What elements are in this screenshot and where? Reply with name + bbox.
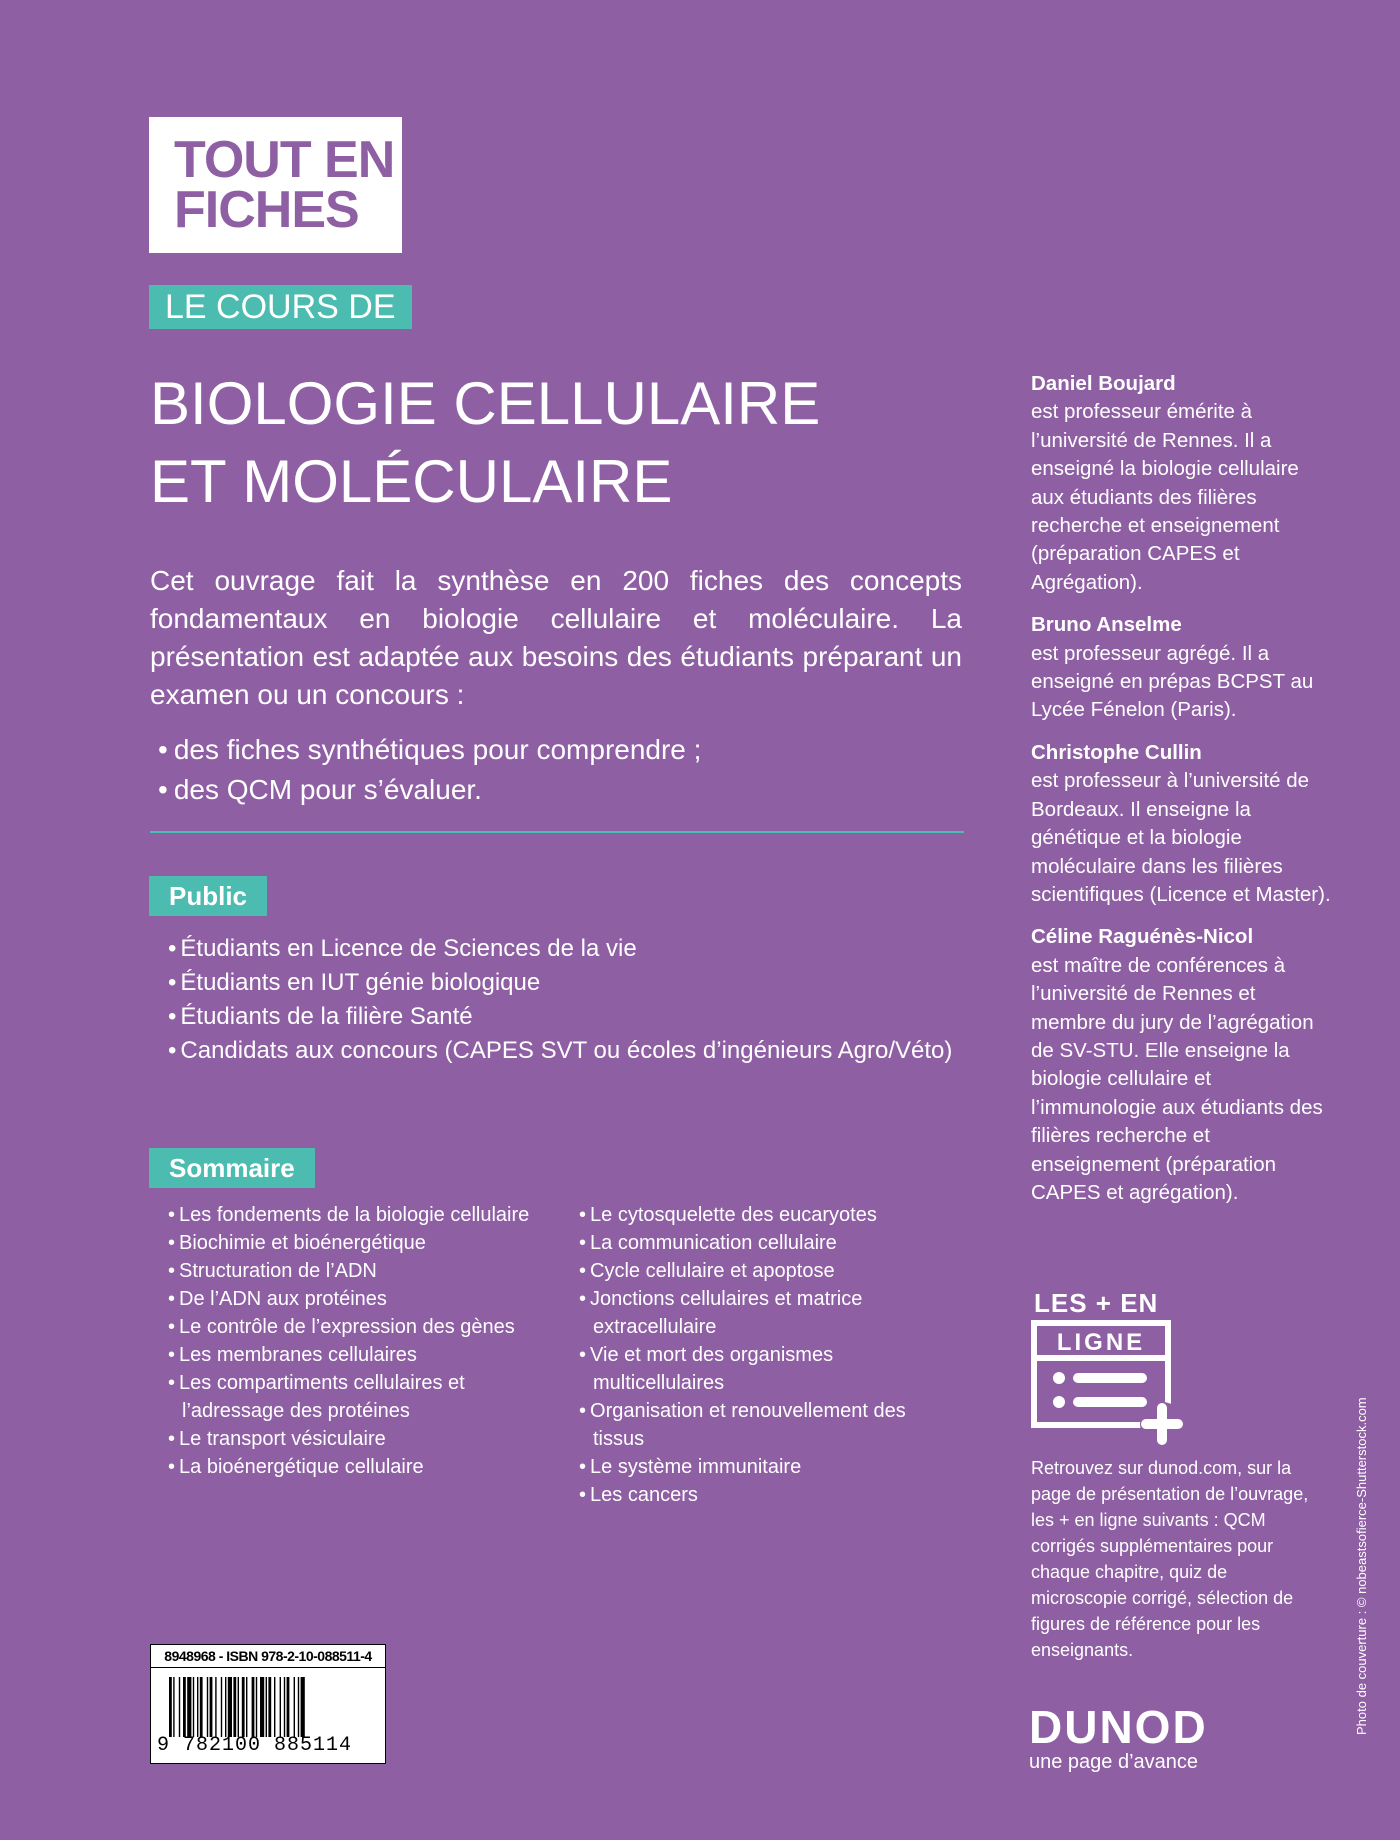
barcode-bar bbox=[298, 1677, 299, 1737]
online-resources-text: Retrouvez sur dunod.com, sur la page de présentation de l’ouvrage, les + en ligne suivants : QCM corrigés supplémentaires pour chaque chapitre, quiz de microscopie corrigé, sélection de figures de référence pour les enseignants. bbox=[1031, 1458, 1309, 1660]
barcode-bar bbox=[200, 1677, 203, 1737]
author-bio: est professeur à l’université de Bordeaux. Il enseigne la génétique et la biologie moléculaire dans les filières scientifiques (Licence et Master). bbox=[1031, 769, 1331, 906]
public-item: • Candidats aux concours (CAPES SVT ou écoles d’ingénieurs Agro/Véto) bbox=[168, 1034, 963, 1068]
sommaire-item: • Le transport vésiculaire bbox=[168, 1425, 548, 1453]
author-bio: est professeur agrégé. Il a enseigné en prépas BCPST au Lycée Fénelon (Paris). bbox=[1031, 641, 1314, 722]
author-name: Daniel Boujard bbox=[1031, 372, 1176, 395]
section-divider bbox=[150, 831, 964, 833]
barcode-bar bbox=[228, 1677, 232, 1737]
isbn-barcode bbox=[150, 1644, 386, 1764]
sommaire-item: • La communication cellulaire bbox=[579, 1229, 959, 1257]
feature-item: • des QCM pour s’évaluer. bbox=[158, 770, 958, 810]
sommaire-item: • De l’ADN aux protéines bbox=[168, 1285, 548, 1313]
barcode-bar bbox=[301, 1677, 305, 1737]
sommaire-column-1 bbox=[168, 1201, 548, 1481]
barcode-bar bbox=[197, 1677, 198, 1737]
barcode-bar bbox=[294, 1677, 295, 1737]
author-block bbox=[1031, 739, 1331, 909]
features-list bbox=[158, 730, 958, 810]
author-block bbox=[1031, 923, 1331, 1207]
isbn-digits: 9 782100 885114 bbox=[157, 1734, 353, 1757]
sommaire-item: • Le contrôle de l’expression des gènes bbox=[168, 1313, 548, 1341]
barcode-bar bbox=[183, 1677, 186, 1737]
barcode-bar bbox=[169, 1677, 172, 1737]
barcode-bar bbox=[173, 1677, 174, 1737]
barcode-bar bbox=[179, 1677, 180, 1737]
author-bio: est maître de conférences à l’université de Rennes et membre du jury de l’agrégation de SV-STU. Elle enseigne la biologie cellulaire et l’immunologie aux étudiants des filières recherche et enseignement (préparation CAPES et agrégation). bbox=[1031, 953, 1323, 1204]
public-item: • Étudiants en Licence de Sciences de la vie bbox=[168, 932, 963, 966]
sommaire-item: • Vie et mort des organismes multicellulaires bbox=[579, 1341, 959, 1397]
online-icon-line bbox=[1073, 1397, 1147, 1407]
sommaire-item: • Les compartiments cellulaires et l’adressage des protéines bbox=[168, 1369, 548, 1425]
online-icon-bullet bbox=[1053, 1372, 1065, 1384]
book-title-line2: ET MOLÉCULAIRE bbox=[150, 448, 673, 515]
sommaire-item: • Les fondements de la biologie cellulaire bbox=[168, 1201, 548, 1229]
feature-item: • des fiches synthétiques pour comprendre ; bbox=[158, 730, 958, 770]
barcode-bar bbox=[260, 1677, 264, 1737]
public-list bbox=[168, 932, 963, 1068]
sommaire-column-2 bbox=[579, 1201, 959, 1509]
public-item: • Étudiants en IUT génie biologique bbox=[168, 966, 963, 1000]
intro-paragraph: Cet ouvrage fait la synthèse en 200 fiches des concepts fondamentaux en biologie cellulaire et moléculaire. La présentation est adaptée aux besoins des étudiants préparant un examen ou un concours : bbox=[150, 565, 962, 710]
author-name: Christophe Cullin bbox=[1031, 740, 1202, 764]
barcode-bar bbox=[233, 1677, 236, 1737]
sommaire-item: • Le système immunitaire bbox=[579, 1453, 959, 1481]
sommaire-item: • Organisation et renouvellement des tissus bbox=[579, 1397, 959, 1453]
sommaire-item: • Cycle cellulaire et apoptose bbox=[579, 1257, 959, 1285]
sommaire-heading: Sommaire bbox=[149, 1148, 315, 1188]
barcode-bar bbox=[207, 1677, 208, 1737]
course-tag: LE COURS DE bbox=[149, 285, 412, 329]
barcode-bar bbox=[252, 1677, 255, 1737]
sommaire-item: • Les membranes cellulaires bbox=[168, 1341, 548, 1369]
photo-credit: Photo de couverture : © nobeastsofierce-Shutterstock.com bbox=[1354, 1397, 1369, 1735]
public-item: • Étudiants de la filière Santé bbox=[168, 1000, 963, 1034]
online-icon-line bbox=[1073, 1373, 1147, 1383]
barcode-bar bbox=[256, 1677, 257, 1737]
barcode-bar bbox=[210, 1677, 213, 1737]
barcode-bar bbox=[187, 1677, 191, 1737]
sommaire-item: • Le cytosquelette des eucaryotes bbox=[579, 1201, 959, 1229]
barcode-bar bbox=[287, 1677, 290, 1737]
author-name: Céline Raguénès-Nicol bbox=[1031, 925, 1254, 949]
barcode-bar bbox=[238, 1677, 239, 1737]
online-resources-title: LES + EN bbox=[1034, 1288, 1159, 1318]
sommaire-item: • Structuration de l’ADN bbox=[168, 1257, 548, 1285]
barcode-bar bbox=[266, 1677, 267, 1737]
barcode-bar bbox=[246, 1677, 247, 1737]
barcode-bar bbox=[242, 1677, 245, 1737]
author-bio: est professeur émérite à l’université de Rennes. Il a enseigné la biologie cellulaire aux étudiants des filières recherche et enseignement (préparation CAPES et Agrégation). bbox=[1031, 400, 1299, 594]
isbn-reference: 8948968 - ISBN 978-2-10-088511-4 bbox=[151, 1645, 385, 1668]
barcode-bar bbox=[221, 1677, 222, 1737]
public-heading: Public bbox=[149, 876, 267, 916]
author-block bbox=[1031, 370, 1331, 597]
online-icon-bullet bbox=[1053, 1396, 1065, 1408]
sommaire-item: • Les cancers bbox=[579, 1481, 959, 1509]
barcode-bars bbox=[169, 1677, 365, 1737]
authors-column bbox=[1031, 370, 1331, 1221]
barcode-bar bbox=[284, 1677, 285, 1737]
series-logo-line2: FICHES bbox=[174, 181, 359, 239]
sommaire-item: • La bioénergétique cellulaire bbox=[168, 1453, 548, 1481]
book-title-line1: BIOLOGIE CELLULAIRE bbox=[150, 370, 821, 437]
book-title bbox=[150, 365, 1000, 521]
publisher-tagline: une page d’avance bbox=[1029, 1751, 1199, 1773]
author-block bbox=[1031, 611, 1331, 725]
sommaire-item: • Biochimie et bioénergétique bbox=[168, 1229, 548, 1257]
online-list-icon bbox=[1031, 1320, 1186, 1450]
barcode-bar bbox=[193, 1677, 194, 1737]
barcode-bar bbox=[215, 1677, 216, 1737]
barcode-bar bbox=[225, 1677, 226, 1737]
publisher-logo: DUNOD bbox=[1029, 1701, 1208, 1753]
series-logo-line1: TOUT EN bbox=[174, 131, 395, 189]
online-icon-label: LIGNE bbox=[1056, 1329, 1146, 1356]
series-logo bbox=[149, 117, 402, 253]
barcode-bar bbox=[274, 1677, 275, 1737]
barcode-bar bbox=[280, 1677, 281, 1737]
barcode-bar bbox=[268, 1677, 271, 1737]
author-name: Bruno Anselme bbox=[1031, 613, 1182, 637]
sommaire-item: • Jonctions cellulaires et matrice extracellulaire bbox=[579, 1285, 959, 1341]
